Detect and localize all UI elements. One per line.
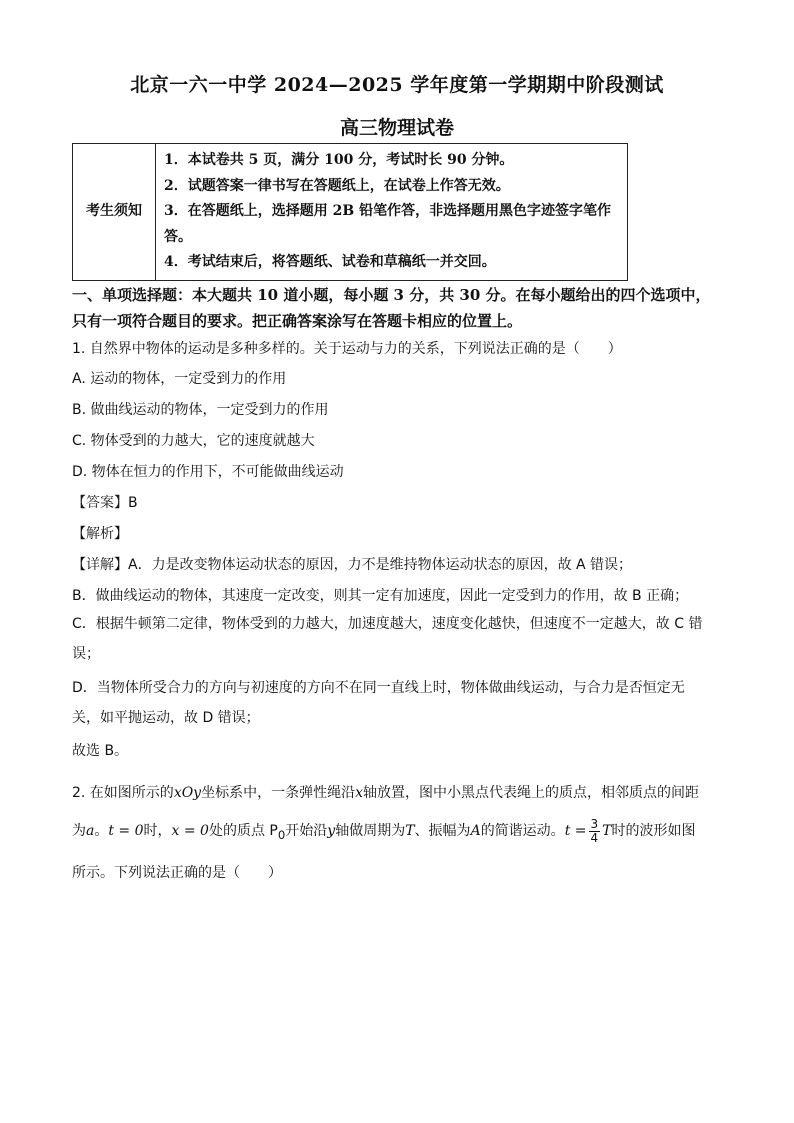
q2-text: 、振幅为 — [414, 823, 471, 839]
detail-a: A．力是改变物体运动状态的原因，力不是维持物体运动状态的原因，故 A 错误； — [128, 557, 633, 573]
conclusion: 故选 B。 — [72, 743, 129, 759]
option-a: A. 运动的物体，一定受到力的作用 — [72, 371, 287, 387]
q2-sub: 0 — [277, 827, 286, 842]
q2-t0: t = 0 — [108, 823, 144, 839]
question-1-stem: 1. 自然界中物体的运动是多种多样的。关于运动与力的关系，下列说法正确的是（ ） — [72, 341, 622, 357]
detail-b: B．做曲线运动的物体，其速度一定改变，则其一定有加速度，因此一定受到力的作用，故 B 正确； — [72, 588, 689, 604]
detail-a-line — [72, 554, 632, 574]
fraction-numerator: 3 — [590, 816, 599, 831]
detail-d: D．当物体所受合力的方向与初速度的方向不在同一直线上时，物体做曲线运动，与合力是否恒定无关，如平抛运动，故 D 错误； — [72, 680, 685, 726]
notice-rule: 1．本试卷共 5 页，满分 100 分，考试时长 90 分钟。 — [164, 152, 514, 168]
q2-var-T: T — [405, 823, 415, 839]
notice-label: 考生须知 — [73, 144, 156, 281]
answer-line — [72, 492, 138, 512]
exam-subtitle: 高三物理试卷 — [339, 117, 454, 139]
q2-text: 轴放置，图中小黑点代表绳上的质点，相邻质点的间距为 — [72, 785, 700, 839]
q2-text: 时， — [143, 823, 172, 839]
q2-var-a: a — [86, 823, 95, 839]
option-d: D. 物体在恒力的作用下，不可能做曲线运动 — [72, 464, 344, 480]
q2-text: 坐标系中，一条弹性绳沿 — [201, 785, 356, 801]
q2-text: 轴做周期为 — [335, 823, 406, 839]
q2-var-T: T — [602, 823, 612, 839]
option-b: B. 做曲线运动的物体，一定受到力的作用 — [72, 402, 329, 418]
q2-t-eq: t = — [564, 823, 587, 839]
q2-coord: xOy — [173, 785, 202, 801]
fraction — [589, 818, 601, 845]
notice-table — [72, 143, 628, 281]
q2-text: 的简谐运动。 — [480, 823, 565, 839]
q2-var-y: y — [327, 823, 336, 839]
notice-rule: 3．在答题纸上，选择题用 2B 铅笔作答，非选择题用黑色字迹签字笔作答。 — [164, 203, 612, 245]
q2-text: 时的波形如图所示。下列说法正确的是（ ） — [72, 823, 696, 881]
detail-c: C．根据牛顿第二定律，物体受到的力越大，加速度越大，速度变化越快，但速度不一定越大，故 C 错误； — [72, 616, 703, 662]
fraction-denominator: 4 — [590, 830, 599, 845]
section-heading: 一、单项选择题：本大题共 10 道小题，每小题 3 分，共 30 分。在每小题给出的四个选项中，只有一项符合题目的要求。把正确答案涂写在答题卡相应的位置上。 — [72, 286, 711, 330]
q2-x0: x = 0 — [171, 823, 209, 839]
option-c: C. 物体受到的力越大，它的速度就越大 — [72, 433, 315, 449]
notice-rules — [156, 144, 628, 281]
answer-value: B — [128, 495, 138, 511]
q2-text: 处的质点 P — [208, 823, 278, 839]
analysis-tag: 【解析】 — [72, 526, 128, 542]
q2-text: 2. 在如图所示的 — [72, 785, 174, 801]
notice-rule: 2．试题答案一律书写在答题纸上，在试卷上作答无效。 — [164, 177, 510, 194]
q2-text: 开始沿 — [285, 823, 328, 839]
detail-tag: 【详解】 — [72, 557, 128, 573]
answer-tag: 【答案】 — [72, 495, 128, 511]
q2-text: 。 — [94, 823, 109, 839]
question-2-stem — [72, 774, 708, 892]
notice-rule: 4．考试结束后，将答题纸、试卷和草稿纸一并交回。 — [164, 254, 496, 270]
q2-var-x: x — [355, 785, 364, 801]
exam-title: 北京一六一中学 2024—2025 学年度第一学期期中阶段测试 — [130, 74, 664, 96]
q2-var-A: A — [470, 823, 481, 839]
